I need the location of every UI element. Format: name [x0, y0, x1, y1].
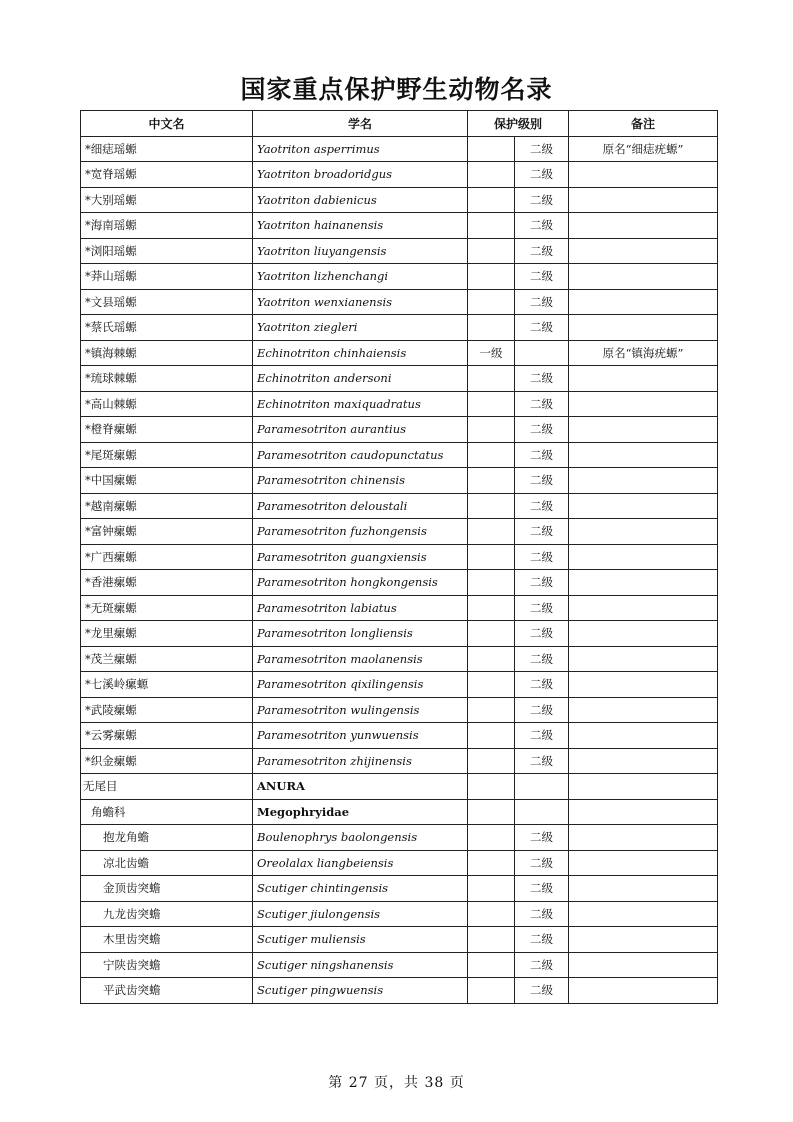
level-one-cell — [468, 748, 515, 774]
level-two-cell: 二级 — [515, 723, 569, 749]
chinese-name-cell: *香港瘰螈 — [81, 570, 253, 596]
chinese-name-cell: *龙里瘰螈 — [81, 621, 253, 647]
note-cell — [569, 315, 718, 341]
level-two-cell — [515, 774, 569, 800]
chinese-name-cell: *云雾瘰螈 — [81, 723, 253, 749]
level-two-cell: 二级 — [515, 162, 569, 188]
level-one-cell — [468, 162, 515, 188]
note-cell — [569, 621, 718, 647]
chinese-name-cell: 凉北齿蟾 — [81, 850, 253, 876]
level-one-cell — [468, 774, 515, 800]
scientific-name-cell: Paramesotriton chinensis — [253, 468, 468, 494]
level-two-cell: 二级 — [515, 187, 569, 213]
table-header-row — [81, 111, 718, 137]
chinese-name-cell: 角蟾科 — [81, 799, 253, 825]
scientific-name-cell: Paramesotriton hongkongensis — [253, 570, 468, 596]
table-row — [81, 238, 718, 264]
chinese-name-cell: *武陵瘰螈 — [81, 697, 253, 723]
table-row — [81, 927, 718, 953]
level-one-cell — [468, 876, 515, 902]
scientific-name-cell: Paramesotriton guangxiensis — [253, 544, 468, 570]
chinese-name-cell: *镇海棘螈 — [81, 340, 253, 366]
level-two-cell: 二级 — [515, 952, 569, 978]
scientific-name-cell: Yaotriton broadoridgus — [253, 162, 468, 188]
note-cell — [569, 774, 718, 800]
scientific-name-cell: Scutiger chintingensis — [253, 876, 468, 902]
scientific-name-cell: Paramesotriton aurantius — [253, 417, 468, 443]
level-one-cell — [468, 187, 515, 213]
note-cell — [569, 595, 718, 621]
level-one-cell — [468, 366, 515, 392]
chinese-name-cell: 宁陕齿突蟾 — [81, 952, 253, 978]
header-scientific-name: 学名 — [253, 111, 468, 137]
level-two-cell: 二级 — [515, 493, 569, 519]
note-cell — [569, 264, 718, 290]
level-two-cell: 二级 — [515, 442, 569, 468]
table-row — [81, 264, 718, 290]
level-two-cell: 二级 — [515, 621, 569, 647]
scientific-name-cell: Paramesotriton labiatus — [253, 595, 468, 621]
level-two-cell: 二级 — [515, 391, 569, 417]
level-two-cell: 二级 — [515, 264, 569, 290]
header-notes: 备注 — [569, 111, 718, 137]
chinese-name-cell: *莽山瑶螈 — [81, 264, 253, 290]
table-row — [81, 187, 718, 213]
level-two-cell: 二级 — [515, 927, 569, 953]
note-cell — [569, 799, 718, 825]
chinese-name-cell: *越南瘰螈 — [81, 493, 253, 519]
scientific-name-cell: Paramesotriton maolanensis — [253, 646, 468, 672]
chinese-name-cell: 金顶齿突蟾 — [81, 876, 253, 902]
level-two-cell: 二级 — [515, 213, 569, 239]
note-cell — [569, 825, 718, 851]
level-two-cell: 二级 — [515, 850, 569, 876]
level-one-cell — [468, 264, 515, 290]
scientific-name-cell: Megophryidae — [253, 799, 468, 825]
note-cell — [569, 978, 718, 1004]
scientific-name-cell: Paramesotriton qixilingensis — [253, 672, 468, 698]
table-row — [81, 136, 718, 162]
note-cell — [569, 468, 718, 494]
note-cell — [569, 213, 718, 239]
note-cell — [569, 697, 718, 723]
scientific-name-cell: Yaotriton wenxianensis — [253, 289, 468, 315]
note-cell — [569, 289, 718, 315]
level-one-cell — [468, 136, 515, 162]
level-two-cell — [515, 340, 569, 366]
level-two-cell: 二级 — [515, 901, 569, 927]
note-cell: 原名“细痣疣螈” — [569, 136, 718, 162]
table-row — [81, 315, 718, 341]
level-two-cell: 二级 — [515, 978, 569, 1004]
chinese-name-cell: *琉球棘螈 — [81, 366, 253, 392]
table-row — [81, 825, 718, 851]
chinese-name-cell: *宽脊瑶螈 — [81, 162, 253, 188]
scientific-name-cell: Scutiger jiulongensis — [253, 901, 468, 927]
chinese-name-cell: *织金瘰螈 — [81, 748, 253, 774]
level-one-cell — [468, 289, 515, 315]
scientific-name-cell: Paramesotriton deloustali — [253, 493, 468, 519]
table-row — [81, 442, 718, 468]
level-one-cell — [468, 978, 515, 1004]
note-cell — [569, 901, 718, 927]
scientific-name-cell: Paramesotriton fuzhongensis — [253, 519, 468, 545]
level-one-cell — [468, 213, 515, 239]
note-cell — [569, 187, 718, 213]
scientific-name-cell: Paramesotriton longliensis — [253, 621, 468, 647]
level-one-cell — [468, 442, 515, 468]
note-cell — [569, 366, 718, 392]
level-one-cell — [468, 544, 515, 570]
note-cell — [569, 162, 718, 188]
scientific-name-cell: Paramesotriton wulingensis — [253, 697, 468, 723]
level-one-cell — [468, 391, 515, 417]
table-row — [81, 876, 718, 902]
table-body — [81, 136, 718, 1003]
level-two-cell: 二级 — [515, 544, 569, 570]
note-cell — [569, 570, 718, 596]
level-one-cell — [468, 417, 515, 443]
note-cell — [569, 723, 718, 749]
level-one-cell — [468, 621, 515, 647]
scientific-name-cell: Echinotriton andersoni — [253, 366, 468, 392]
chinese-name-cell: *大别瑶螈 — [81, 187, 253, 213]
note-cell — [569, 672, 718, 698]
level-one-cell: 一级 — [468, 340, 515, 366]
scientific-name-cell: Yaotriton asperrimus — [253, 136, 468, 162]
note-cell — [569, 238, 718, 264]
chinese-name-cell: *广西瘰螈 — [81, 544, 253, 570]
level-two-cell: 二级 — [515, 417, 569, 443]
level-two-cell: 二级 — [515, 366, 569, 392]
note-cell — [569, 417, 718, 443]
chinese-name-cell: *七溪岭瘰螈 — [81, 672, 253, 698]
level-two-cell: 二级 — [515, 672, 569, 698]
note-cell: 原名“镇海疣螈” — [569, 340, 718, 366]
chinese-name-cell: 木里齿突蟾 — [81, 927, 253, 953]
chinese-name-cell: *高山棘螈 — [81, 391, 253, 417]
table-row — [81, 162, 718, 188]
table-row — [81, 850, 718, 876]
scientific-name-cell: Oreolalax liangbeiensis — [253, 850, 468, 876]
note-cell — [569, 442, 718, 468]
table-row — [81, 519, 718, 545]
species-table — [80, 110, 718, 1004]
table-row — [81, 417, 718, 443]
level-one-cell — [468, 672, 515, 698]
level-one-cell — [468, 901, 515, 927]
table-row — [81, 595, 718, 621]
chinese-name-cell: *浏阳瑶螈 — [81, 238, 253, 264]
table-row — [81, 697, 718, 723]
chinese-name-cell: 抱龙角蟾 — [81, 825, 253, 851]
level-two-cell: 二级 — [515, 315, 569, 341]
level-one-cell — [468, 723, 515, 749]
table-row — [81, 493, 718, 519]
note-cell — [569, 646, 718, 672]
table-row — [81, 774, 718, 800]
note-cell — [569, 519, 718, 545]
table-row — [81, 748, 718, 774]
scientific-name-cell: Yaotriton lizhenchangi — [253, 264, 468, 290]
scientific-name-cell: Yaotriton hainanensis — [253, 213, 468, 239]
note-cell — [569, 748, 718, 774]
note-cell — [569, 391, 718, 417]
level-two-cell: 二级 — [515, 136, 569, 162]
level-two-cell: 二级 — [515, 468, 569, 494]
note-cell — [569, 544, 718, 570]
table-row — [81, 723, 718, 749]
chinese-name-cell: *蔡氏瑶螈 — [81, 315, 253, 341]
chinese-name-cell: *文县瑶螈 — [81, 289, 253, 315]
scientific-name-cell: Paramesotriton zhijinensis — [253, 748, 468, 774]
chinese-name-cell: *茂兰瘰螈 — [81, 646, 253, 672]
level-one-cell — [468, 646, 515, 672]
level-one-cell — [468, 799, 515, 825]
level-one-cell — [468, 850, 515, 876]
note-cell — [569, 493, 718, 519]
level-two-cell: 二级 — [515, 876, 569, 902]
level-one-cell — [468, 519, 515, 545]
table-row — [81, 799, 718, 825]
table-row — [81, 672, 718, 698]
level-two-cell: 二级 — [515, 519, 569, 545]
note-cell — [569, 952, 718, 978]
level-two-cell: 二级 — [515, 825, 569, 851]
table-row — [81, 391, 718, 417]
level-two-cell — [515, 799, 569, 825]
chinese-name-cell: 平武齿突蟾 — [81, 978, 253, 1004]
chinese-name-cell: *橙脊瘰螈 — [81, 417, 253, 443]
level-one-cell — [468, 952, 515, 978]
table-row — [81, 340, 718, 366]
table-row — [81, 952, 718, 978]
level-two-cell: 二级 — [515, 238, 569, 264]
level-two-cell: 二级 — [515, 697, 569, 723]
chinese-name-cell: *海南瑶螈 — [81, 213, 253, 239]
level-one-cell — [468, 825, 515, 851]
scientific-name-cell: Scutiger pingwuensis — [253, 978, 468, 1004]
level-two-cell: 二级 — [515, 646, 569, 672]
table-row — [81, 621, 718, 647]
page-number: 第 27 页，共 38 页 — [328, 1075, 465, 1091]
scientific-name-cell: ANURA — [253, 774, 468, 800]
table-row — [81, 213, 718, 239]
table-row — [81, 570, 718, 596]
level-one-cell — [468, 595, 515, 621]
scientific-name-cell: Echinotriton maxiquadratus — [253, 391, 468, 417]
level-one-cell — [468, 315, 515, 341]
level-two-cell: 二级 — [515, 570, 569, 596]
note-cell — [569, 927, 718, 953]
level-one-cell — [468, 927, 515, 953]
table-row — [81, 366, 718, 392]
page-title: 国家重点保护野生动物名录 — [240, 75, 553, 104]
level-one-cell — [468, 238, 515, 264]
level-one-cell — [468, 697, 515, 723]
scientific-name-cell: Paramesotriton yunwuensis — [253, 723, 468, 749]
table-row — [81, 544, 718, 570]
scientific-name-cell: Yaotriton liuyangensis — [253, 238, 468, 264]
table-row — [81, 901, 718, 927]
scientific-name-cell: Scutiger ningshanensis — [253, 952, 468, 978]
scientific-name-cell: Echinotriton chinhaiensis — [253, 340, 468, 366]
chinese-name-cell: *细痣瑶螈 — [81, 136, 253, 162]
scientific-name-cell: Yaotriton dabienicus — [253, 187, 468, 213]
table-row — [81, 468, 718, 494]
chinese-name-cell: 九龙齿突蟾 — [81, 901, 253, 927]
header-chinese-name: 中文名 — [81, 111, 253, 137]
note-cell — [569, 850, 718, 876]
chinese-name-cell: *富钟瘰螈 — [81, 519, 253, 545]
scientific-name-cell: Scutiger muliensis — [253, 927, 468, 953]
level-two-cell: 二级 — [515, 748, 569, 774]
level-one-cell — [468, 468, 515, 494]
chinese-name-cell: *中国瘰螈 — [81, 468, 253, 494]
chinese-name-cell: *尾斑瘰螈 — [81, 442, 253, 468]
note-cell — [569, 876, 718, 902]
level-one-cell — [468, 570, 515, 596]
table-row — [81, 978, 718, 1004]
table-row — [81, 289, 718, 315]
level-two-cell: 二级 — [515, 289, 569, 315]
scientific-name-cell: Paramesotriton caudopunctatus — [253, 442, 468, 468]
chinese-name-cell: 无尾目 — [81, 774, 253, 800]
level-two-cell: 二级 — [515, 595, 569, 621]
table-row — [81, 646, 718, 672]
chinese-name-cell: *无斑瘰螈 — [81, 595, 253, 621]
scientific-name-cell: Yaotriton ziegleri — [253, 315, 468, 341]
header-protection-level: 保护级别 — [468, 111, 569, 137]
scientific-name-cell: Boulenophrys baolongensis — [253, 825, 468, 851]
level-one-cell — [468, 493, 515, 519]
